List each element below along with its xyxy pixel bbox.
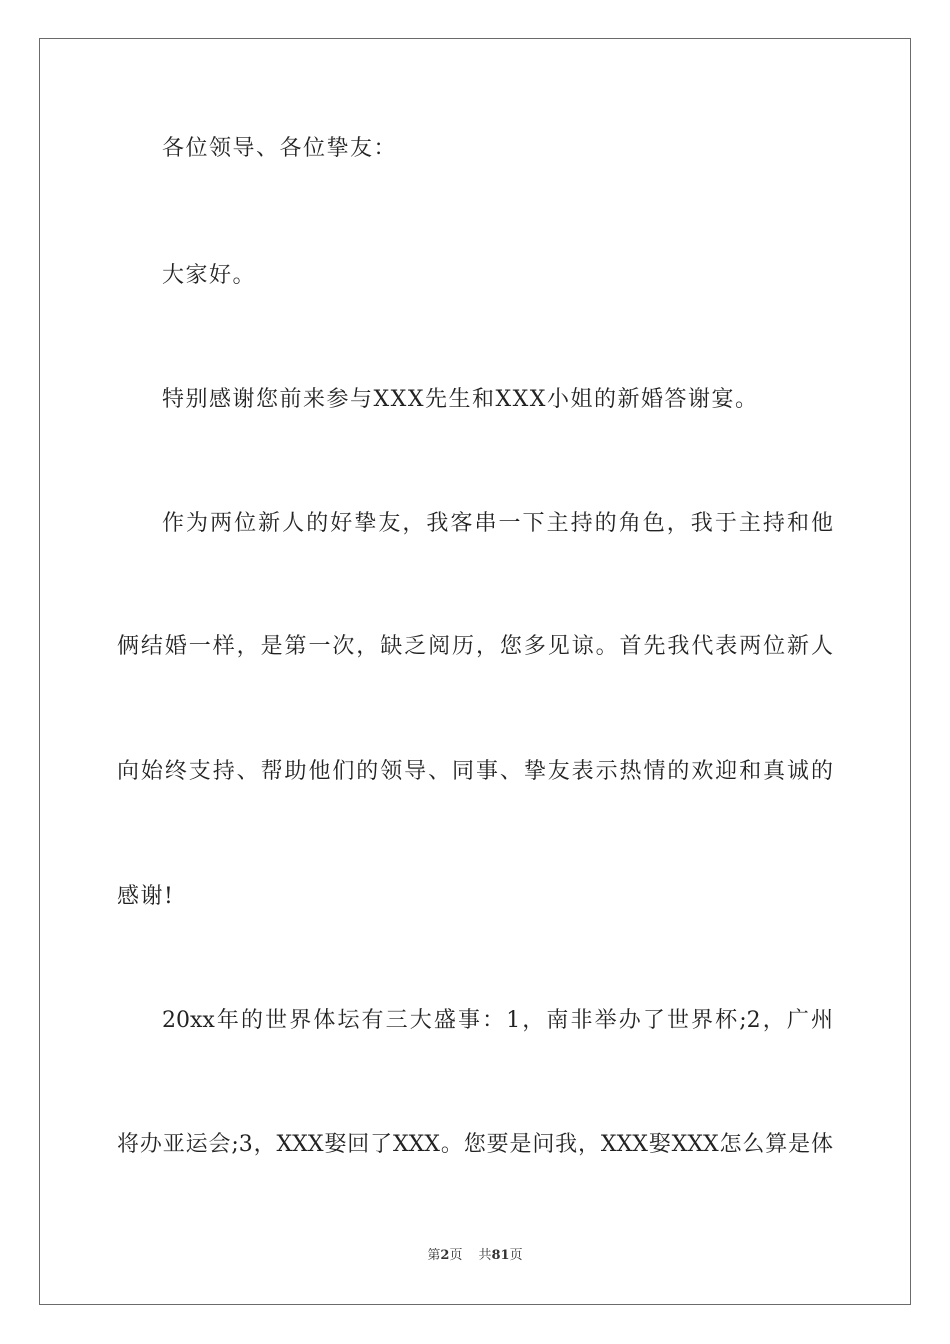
salutation-line: 各位领导、各位挚友： — [162, 136, 398, 161]
total-prefix: 共 — [478, 1248, 492, 1263]
page-unit: 页 — [449, 1248, 463, 1263]
paragraph-line: 作为两位新人的好挚友，我客串一下主持的角色，我于主持和他 — [162, 511, 833, 536]
paragraph-line: 向始终支持、帮助他们的领导、同事、挚友表示热情的欢迎和真诚的 — [117, 759, 833, 784]
page-border — [39, 38, 911, 1305]
current-page-number: 2 — [440, 1248, 450, 1263]
page-number-footer — [0, 1247, 950, 1265]
paragraph-line: 感谢! — [117, 884, 175, 909]
total-page-count: 81 — [491, 1248, 510, 1263]
paragraph-line: 俩结婚一样，是第一次，缺乏阅历，您多见谅。首先我代表两位新人 — [117, 634, 833, 659]
paragraph-line: 将办亚运会;3，XXX娶回了XXX。您要是问我，XXX娶XXX怎么算是体 — [117, 1132, 833, 1157]
thanks-line: 特别感谢您前来参与XXX先生和XXX小姐的新婚答谢宴。 — [162, 387, 759, 412]
total-unit: 页 — [509, 1248, 523, 1263]
page-prefix: 第 — [427, 1248, 441, 1263]
greeting-line: 大家好。 — [162, 263, 257, 288]
paragraph-line: 20xx年的世界体坛有三大盛事：1，南非举办了世界杯;2，广州 — [162, 1008, 833, 1033]
